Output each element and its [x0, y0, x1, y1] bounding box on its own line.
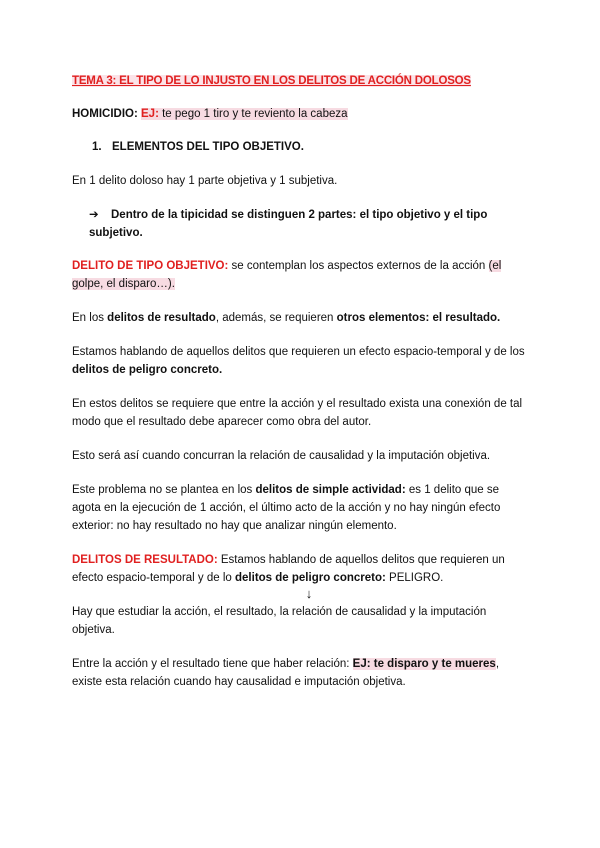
homicidio-label: HOMICIDIO:	[72, 108, 138, 120]
arrow-bullet	[72, 206, 528, 242]
bold-run: delitos de peligro concreto.	[72, 364, 223, 376]
paragraph-causalidad: Esto será así cuando concurran la relación de causalidad y la imputación objetiva.	[72, 450, 491, 462]
text-run: , existe esta relación cuando hay causalidad e imputación objetiva.	[72, 658, 500, 688]
text-run: es 1 delito que se agota en la ejecución de 1 acción, el último acto de la acción y no hay ningún efecto exterior: no hay resultado no hay que analizar ningún elemento.	[72, 484, 501, 532]
tipo-objetivo-highlight: (el golpe, el disparo…).	[72, 260, 502, 290]
tipo-objetivo-text: se contemplan los aspectos externos de la acción	[228, 260, 489, 272]
section-heading-1	[72, 138, 528, 156]
relacion-example-highlight: EJ: te disparo y te mueres	[352, 658, 496, 670]
paragraph-simple-actividad	[72, 481, 528, 535]
text-run: En los	[72, 312, 108, 324]
bold-run: delitos de peligro concreto:	[235, 572, 386, 584]
section-heading-text: ELEMENTOS DEL TIPO OBJETIVO.	[112, 141, 304, 153]
paragraph-tipo-objetivo	[72, 257, 528, 293]
arrow-bullet-text: Dentro de la tipicidad se distinguen 2 partes: el tipo objetivo y el tipo subjetivo.	[89, 209, 488, 239]
paragraph-resultado	[72, 309, 528, 327]
homicidio-example	[141, 108, 348, 120]
tipo-objetivo-label: DELITO DE TIPO OBJETIVO:	[72, 260, 229, 272]
arrow-down-icon: ↓	[305, 586, 313, 601]
section-number: 1.	[92, 141, 102, 153]
bold-run: delitos de resultado	[107, 312, 216, 324]
example-tag: EJ:	[141, 108, 159, 120]
text-run: Estamos hablando de aquellos delitos que requieren un efecto espacio-temporal y de los	[72, 346, 525, 358]
text-run: PELIGRO.	[385, 572, 444, 584]
paragraph-relacion	[72, 655, 528, 691]
homicidio-example-text: te pego 1 tiro y te reviento la cabeza	[158, 108, 348, 120]
text-run: , además, se requieren	[215, 312, 337, 324]
homicidio-line	[72, 105, 528, 123]
delitos-resultado-label: DELITOS DE RESULTADO:	[72, 554, 218, 566]
paragraph-delitos-resultado	[72, 551, 528, 587]
text-run: Entre la acción y el resultado tiene que haber relación:	[72, 658, 353, 670]
paragraph-espacio-temporal	[72, 343, 528, 379]
bold-run: otros elementos: el resultado.	[336, 312, 501, 324]
text-run: Estamos hablando de aquellos delitos que requieren un efecto espacio-temporal y de lo	[72, 554, 505, 584]
document-page	[72, 70, 528, 691]
document-title-line	[72, 72, 528, 90]
document-title: TEMA 3: EL TIPO DE LO INJUSTO EN LOS DELITOS DE ACCIÓN DOLOSOS	[72, 75, 471, 87]
paragraph-parts: En 1 delito doloso hay 1 parte objetiva y 1 subjetiva.	[72, 175, 338, 187]
paragraph-estudiar: Hay que estudiar la acción, el resultado, la relación de causalidad y la imputación objetiva.	[72, 606, 487, 636]
bold-run: delitos de simple actividad:	[255, 484, 406, 496]
arrow-right-icon: ➔	[89, 209, 99, 221]
text-run: Este problema no se plantea en los	[72, 484, 256, 496]
paragraph-conexion: En estos delitos se requiere que entre la acción y el resultado exista una conexión de tal modo que el resultado debe aparecer como obra del autor.	[72, 398, 523, 428]
